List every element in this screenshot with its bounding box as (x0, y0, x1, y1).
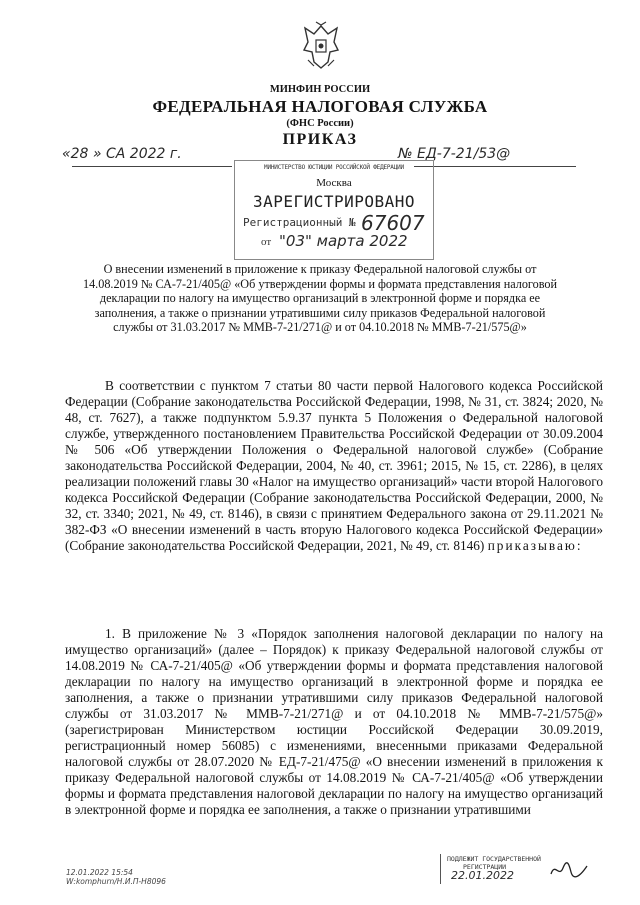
stamp-status: ЗАРЕГИСТРИРОВАНО (252, 192, 416, 211)
clause-paragraph (65, 626, 603, 818)
stamp-from-label: от (261, 236, 272, 248)
service-abbreviation: (ФНС России) (286, 118, 354, 129)
bottom-stamp-line2: РЕГИСТРАЦИИ (463, 863, 507, 871)
footer-file-path: W:komphurn/Н.И.П-Н8096 (66, 877, 166, 886)
document-type: ПРИКАЗ (282, 131, 358, 148)
preamble-text: В соответствии с пунктом 7 статьи 80 части первой Налогового кодекса Российской Федерации (Собрание законодательства Российской Федерации, 1998, № 31, ст. 3824; 2020, № 48, ст. 7627), а также подпунктом 5.9.37 пункта 5 Положения о Федеральной налоговой службе, утвержденного постановлением Правительства Российской Федерации от 30.09.2004 № 506 «Об утверждении Положения о Федеральной налоговой службе» (Собрание законодательства Российской Федерации, 2004, № 40, ст. 3961; 2015, № 15, ст. 2286), в целях реализации положений главы 30 «Налог на имущество организаций» части второй Налогового кодекса Российской Федерации (Собрание законодательства Российской Федерации, 2000, № 32, ст. 3340; 2021, № 49, ст. 8146), в связи с принятием Федерального закона от 29.11.2021 № 382-ФЗ «О внесении изменений в часть вторую Налогового кодекса Российской Федерации» (Собрание законодательства Российской Федерации, 2021, № 49, ст. 8146) (65, 378, 603, 553)
stamp-reg-date: "03" марта 2022 (279, 232, 408, 250)
service-name: ФЕДЕРАЛЬНАЯ НАЛОГОВАЯ СЛУЖБА (152, 97, 488, 116)
registration-stamp (234, 160, 434, 260)
date-underline (72, 166, 232, 167)
ministry-name: МИНФИН РОССИИ (269, 84, 371, 95)
coat-of-arms-icon (300, 20, 342, 72)
bottom-stamp-line1: ПОДЛЕЖИТ ГОСУДАРСТВЕННОЙ (447, 855, 541, 863)
order-date: «28 » СА 2022 г. (62, 146, 182, 162)
state-registration-stamp (440, 854, 591, 884)
order-number: № ЕД-7-21/53@ (398, 146, 511, 162)
clause-text: 1. В приложение № 3 «Порядок заполнения налоговой декларации по налогу на имущество организаций» (далее – Порядок) к приказу Федеральной налоговой службы от 14.08.2019 № СА-7-21/405@ «Об утверждении формы и формата представления налоговой декларации по налогу на имущество организаций в электронной форме и порядка ее заполнения, а также о признании утратившими силу приказов Федеральной налоговой службы от 31.03.2017 № ММВ-7-21/271@ и от 04.10.2018 № ММВ-7-21/575@» (зарегистрирован Министерством юстиции Российской Федерации 30.09.2019, регистрационный номер 56085) с изменениями, внесенными приказами Федеральной налоговой службы от 28.07.2020 № ЕД-7-21/475@ «О внесении изменений в приложения к приказу Федеральной налоговой службы от 14.08.2019 № СА-7-21/405@ «Об утверждении формы и формата представления налоговой декларации по налогу на имущество организаций в электронной форме и порядка ее заполнения, а также о признании утратившими (65, 626, 603, 817)
stamp-city: Москва (316, 177, 352, 189)
stamp-organization: МИНИСТЕРСТВО ЮСТИЦИИ РОССИЙСКОЙ ФЕДЕРАЦИИ (264, 164, 404, 171)
document-title: О внесении изменений в приложение к приказу Федеральной налоговой службы от 14.08.2019 № СА-7-21/405@ «Об утверждении формы и формата представления налоговой декларации по налогу на имущество организаций в электронной форме и порядка ее заполнения, а также о признании утратившими силу приказов Федеральной налоговой службы от 31.03.2017 № ММВ-7-21/271@ и от 04.10.2018 № ММВ-7-21/575@» (82, 262, 558, 335)
number-underline (414, 166, 576, 167)
signature-icon (549, 860, 589, 880)
order-verb: приказываю: (487, 538, 583, 553)
preamble-paragraph (65, 378, 603, 554)
bottom-stamp-date: 22.01.2022 (451, 869, 514, 882)
stamp-reg-number: 67607 (361, 211, 425, 235)
footer-timestamp: 12.01.2022 15:54 (66, 868, 133, 877)
stamp-reg-label: Регистрационный № (243, 216, 356, 229)
